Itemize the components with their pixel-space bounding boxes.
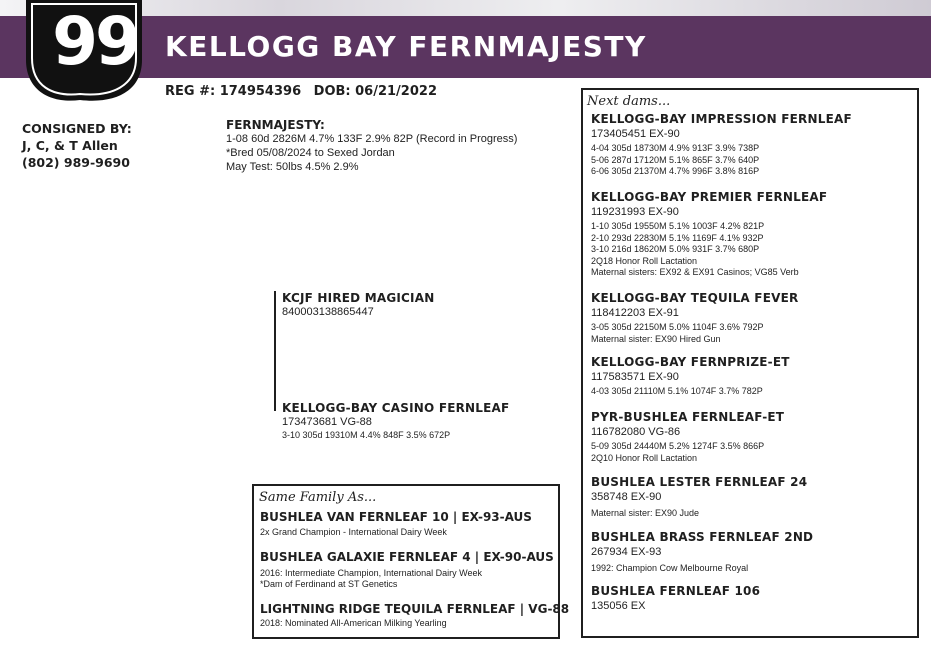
dam-item-name: PYR-BUSHLEA FERNLEAF-ET bbox=[591, 410, 785, 424]
dam-item-line: 3-05 305d 22150M 5.0% 1104F 3.6% 792P bbox=[591, 322, 764, 332]
dam-item-line: Maternal sister: EX90 Jude bbox=[591, 508, 700, 518]
next-dam-item bbox=[591, 355, 790, 398]
sire-block bbox=[282, 291, 434, 319]
dam-record: 3-10 305d 19310M 4.4% 848F 3.5% 672P bbox=[282, 430, 451, 440]
registration-line bbox=[165, 84, 445, 99]
dam-reg: 173473681 VG-88 bbox=[282, 416, 372, 428]
dam-item-reg: 116782080 VG-86 bbox=[591, 426, 681, 438]
next-dam-item bbox=[591, 112, 852, 178]
dam-item-name: KELLOGG-BAY IMPRESSION FERNLEAF bbox=[591, 112, 852, 126]
family-item-name: LIGHTNING RIDGE TEQUILA FERNLEAF | VG-88 bbox=[260, 602, 570, 616]
next-dam-item bbox=[591, 291, 798, 345]
dam-item-reg: 119231993 EX-90 bbox=[591, 206, 679, 218]
dam-item-line: 1992: Champion Cow Melbourne Royal bbox=[591, 563, 749, 573]
dam-item-line: Maternal sisters: EX92 & EX91 Casinos; VG85 Verb bbox=[591, 267, 799, 277]
dam-item-reg: 135056 EX bbox=[591, 600, 646, 612]
lot-number-badge bbox=[18, 0, 150, 110]
dam-item-line: 2-10 293d 22830M 5.1% 1169F 4.1% 932P bbox=[591, 232, 764, 243]
dam-item-name: KELLOGG-BAY TEQUILA FEVER bbox=[591, 291, 799, 305]
dam-item-reg: 117583571 EX-90 bbox=[591, 371, 679, 383]
next-dams-heading: Next dams... bbox=[587, 94, 671, 109]
dam-item-reg: 267934 EX-93 bbox=[591, 546, 662, 558]
dam-item-name: BUSHLEA FERNLEAF 106 bbox=[591, 584, 761, 598]
dam-item-name: KELLOGG-BAY PREMIER FERNLEAF bbox=[591, 190, 828, 204]
dam-item-reg: 173405451 EX-90 bbox=[591, 128, 680, 140]
family-item bbox=[260, 550, 554, 590]
date-of-birth: DOB: 06/21/2022 bbox=[313, 84, 437, 99]
family-item bbox=[260, 510, 532, 538]
next-dams-box bbox=[581, 88, 919, 638]
sire-reg: 840003138865447 bbox=[282, 306, 374, 318]
same-family-box bbox=[252, 484, 570, 639]
dam-item-line: Maternal sister: EX90 Hired Gun bbox=[591, 333, 721, 344]
dam-item-reg: 358748 EX-90 bbox=[591, 491, 662, 503]
lot-number: 99 bbox=[52, 3, 138, 80]
family-item-line: 2016: Intermediate Champion, International Dairy Week bbox=[260, 568, 482, 578]
dam-name: KELLOGG-BAY CASINO FERNLEAF bbox=[282, 401, 510, 415]
next-dam-item bbox=[591, 190, 827, 279]
family-item-line: 2018: Nominated All-American Milking Yearling bbox=[260, 618, 447, 628]
family-item bbox=[260, 602, 569, 629]
next-dam-item bbox=[591, 475, 807, 520]
dam-item-line: 3-10 216d 18620M 5.0% 931F 3.7% 680P bbox=[591, 244, 760, 254]
dam-item-line: 1-10 305d 19550M 5.1% 1003F 4.2% 821P bbox=[591, 221, 765, 231]
family-item-line: *Dam of Ferdinand at ST Genetics bbox=[260, 579, 398, 589]
next-dam-item bbox=[591, 584, 760, 613]
consigner-phone: (802) 989-9690 bbox=[22, 155, 130, 170]
cow-short-name: FERNMAJESTY: bbox=[226, 118, 325, 132]
dam-item-line: 5-09 305d 24440M 5.2% 1274F 3.5% 866P bbox=[591, 441, 765, 451]
consigned-label: CONSIGNED BY: bbox=[22, 121, 132, 136]
dam-item-line: 2Q10 Honor Roll Lactation bbox=[591, 452, 698, 463]
dam-item-reg: 118412203 EX-91 bbox=[591, 307, 679, 319]
dam-item-line: 5-06 287d 17120M 5.1% 865F 3.7% 640P bbox=[591, 154, 760, 165]
next-dam-item bbox=[591, 410, 784, 464]
pedigree-bracket bbox=[274, 291, 276, 411]
family-item-name: BUSHLEA GALAXIE FERNLEAF 4 | EX-90-AUS bbox=[260, 550, 554, 564]
family-item-name: BUSHLEA VAN FERNLEAF 10 | EX-93-AUS bbox=[260, 510, 532, 524]
sire-name: KCJF HIRED MAGICIAN bbox=[282, 291, 435, 305]
dam-item-name: BUSHLEA BRASS FERNLEAF 2ND bbox=[591, 530, 814, 544]
dam-item-line: 2Q18 Honor Roll Lactation bbox=[591, 255, 698, 266]
cow-test-line: May Test: 50lbs 4.5% 2.9% bbox=[226, 161, 359, 173]
next-dam-item bbox=[591, 530, 813, 575]
same-family-heading: Same Family As... bbox=[259, 490, 377, 505]
family-item-line: 2x Grand Champion - International Dairy Week bbox=[260, 527, 447, 537]
dam-item-line: 4-03 305d 21110M 5.1% 1074F 3.7% 782P bbox=[591, 386, 763, 396]
cow-record-line: 1-08 60d 2826M 4.7% 133F 2.9% 82P (Record in Progress) bbox=[226, 133, 518, 145]
dam-item-line: 4-04 305d 18730M 4.9% 913F 3.9% 738P bbox=[591, 143, 760, 153]
dam-block bbox=[282, 401, 509, 441]
consigner-block bbox=[22, 120, 132, 171]
page-title: KELLOGG BAY FERNMAJESTY bbox=[165, 30, 647, 63]
dam-item-line: 6-06 305d 21370M 4.7% 996F 3.8% 816P bbox=[591, 166, 760, 176]
consigner-name: J, C, & T Allen bbox=[22, 138, 118, 153]
reg-number: REG #: 174954396 bbox=[165, 84, 302, 99]
dam-item-name: KELLOGG-BAY FERNPRIZE-ET bbox=[591, 355, 790, 369]
dam-item-name: BUSHLEA LESTER FERNLEAF 24 bbox=[591, 475, 808, 489]
cow-record-block bbox=[226, 118, 517, 174]
cow-bred-line: *Bred 05/08/2024 to Sexed Jordan bbox=[226, 147, 395, 159]
